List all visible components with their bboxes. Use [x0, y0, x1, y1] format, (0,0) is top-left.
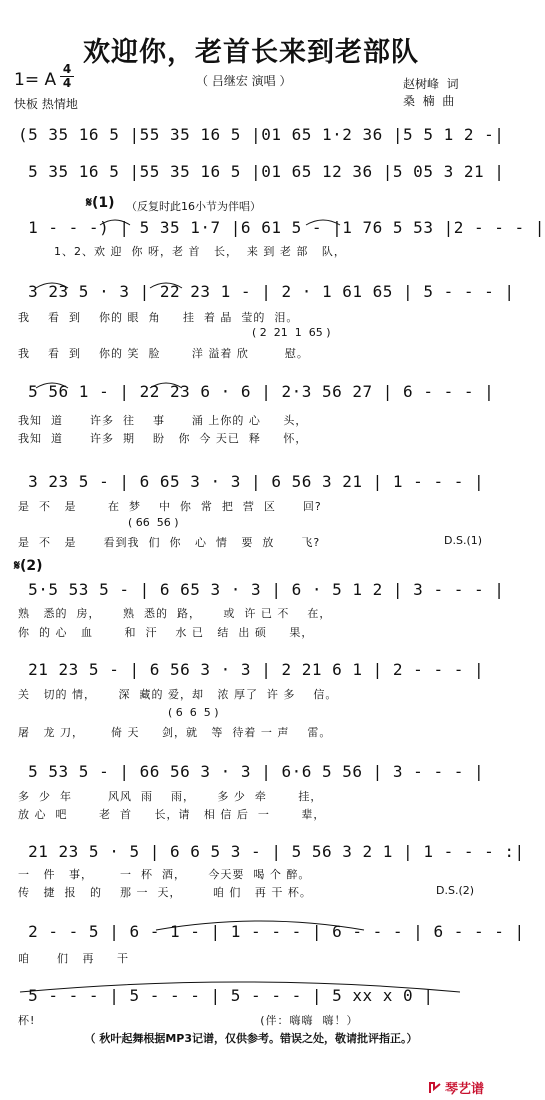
lyrics-row-7-line-1: 熟 悉的 房， 熟 悉的 路， 或 许 已 不 在，: [18, 607, 332, 620]
lyrics-row-10-line-1: 一 件 事， 一 杯 酒， 今天要 喝 个 醉。: [18, 868, 311, 881]
brand-logo: [428, 1078, 484, 1097]
credits: [403, 76, 459, 110]
song-title: 欢迎你，老首长来到老部队: [83, 37, 419, 68]
score-row-9: 5 53 5 - | 66 56 3 · 3 | 6·6 5 56 | 3 - - - |: [18, 762, 485, 781]
score-row-4: 3 23 5 · 3 | 22 23 1 - | 2 · 1 61 65 | 5 - - - |: [18, 282, 515, 301]
brand-name: 琴艺谱: [445, 1082, 485, 1097]
segno-1-note: （反复时此16小节为伴唱）: [126, 200, 261, 213]
transcription-note: （ 秋叶起舞根据MP3记谱，仅供参考。错误之处，敬请批评指正。）: [84, 1032, 418, 1045]
score-row-5: 5 56 1 - | 22 23 6 · 6 | 2·3 56 27 | 6 - - - |: [18, 382, 495, 401]
time-signature-bottom: 4: [62, 76, 72, 90]
music-logo-icon: [428, 1081, 442, 1095]
score-row-1: (5 35 16 5 |55 35 16 5 |01 65 1·2 36 |5 5 1 2 -|: [18, 125, 505, 144]
fill-in-row-6: ( 66 56 ): [128, 516, 179, 529]
lyrics-row-4-line-1: 我 看 到 你的 眼 角 挂 着 晶 莹的 泪。: [18, 311, 299, 324]
fill-in-row-8: ( 6 6 5 ): [168, 706, 219, 719]
lyrics-row-6-line-1: 是 不 是 在 梦 中 你 常 把 营 区 回?: [18, 500, 322, 513]
lyrics-row-11-line-1: 咱 们 再 干: [18, 952, 129, 965]
time-signature-top: 4: [62, 62, 72, 76]
key-signature: 1= A: [14, 70, 57, 90]
composer-credit: 桑 楠 曲: [403, 94, 455, 108]
ds-1-marker: D.S.(1): [444, 534, 483, 547]
lyrics-row-5-line-2: 我知 道 许多 期 盼 你 今 天已 释 怀，: [18, 432, 308, 445]
score-row-11: 2 - - 5 | 6 - 1 - | 1 - - - | 6 - - - | 6 - - - |: [18, 922, 525, 941]
lyrics-row-3-line-1: 1、2、欢 迎 你 呀，老 首 长， 来 到 老 部 队，: [18, 245, 346, 258]
lyricist-credit: 赵树峰 词: [403, 77, 459, 91]
score-row-7: 5·5 53 5 - | 6 65 3 · 3 | 6 · 5 1 2 | 3 - - - |: [18, 580, 505, 599]
singer-credit: （ 吕继宏 演唱 ）: [196, 74, 292, 88]
score-row-6: 3 23 5 - | 6 65 3 · 3 | 6 56 3 21 | 1 - - - |: [18, 472, 485, 491]
lyrics-row-6-line-2: 是 不 是 看到我 们 你 心 情 要 放 飞?: [18, 536, 321, 549]
lyrics-row-12-line-1: 杯! (伴：嗨嗨 嗨！）: [18, 1014, 359, 1027]
lyrics-row-7-line-2: 你 的 心 血 和 汗 水 已 结 出 硕 果，: [18, 626, 314, 639]
lyrics-row-5-line-1: 我知 道 许多 往 事 涌 上你的 心 头，: [18, 414, 308, 427]
lyrics-row-9-line-1: 多 少 年 风风 雨 雨， 多 少 牵 挂，: [18, 790, 323, 803]
segno-2: 𝄋(2): [14, 558, 43, 574]
lyrics-row-8-line-1: 关 切的 情， 深 藏的 爱，却 浓 厚了 许 多 信。: [18, 688, 338, 701]
lyrics-row-8-line-2: 屠 龙 刀， 倚 天 剑，就 等 待着 一 声 雷。: [18, 726, 332, 739]
score-row-12: 5 - - - | 5 - - - | 5 - - - | 5 xx x 0 |: [18, 986, 434, 1005]
time-signature: [60, 64, 74, 89]
lyrics-row-4-line-2: 我 看 到 你的 笑 脸 洋 溢着 欣 慰。: [18, 347, 309, 360]
tempo-marking: 快板 热情地: [14, 97, 78, 111]
lyrics-row-9-line-2: 放 心 吧 老 首 长，请 相 信 后 一 辈，: [18, 808, 326, 821]
fill-in-row-4: ( 2 21 1 65 ): [252, 326, 331, 339]
score-row-10: 21 23 5 · 5 | 6 6 5 3 - | 5 56 3 2 1 | 1 - - - :|: [18, 842, 525, 861]
score-row-8: 21 23 5 - | 6 56 3 · 3 | 2 21 6 1 | 2 - - - |: [18, 660, 485, 679]
ds-2-marker: D.S.(2): [436, 884, 475, 897]
score-row-2: 5 35 16 5 |55 35 16 5 |01 65 12 36 |5 05 3 21 |: [18, 162, 505, 181]
segno-1: 𝄋(1): [86, 195, 115, 211]
lyrics-row-10-line-2: 传 捷 报 的 那 一 天， 咱 们 再 干 杯。: [18, 886, 312, 899]
score-row-3: 1 - - -) | 5 35 1·7 |6 61 5 - |1 76 5 53 |2 - - - |: [18, 218, 545, 237]
